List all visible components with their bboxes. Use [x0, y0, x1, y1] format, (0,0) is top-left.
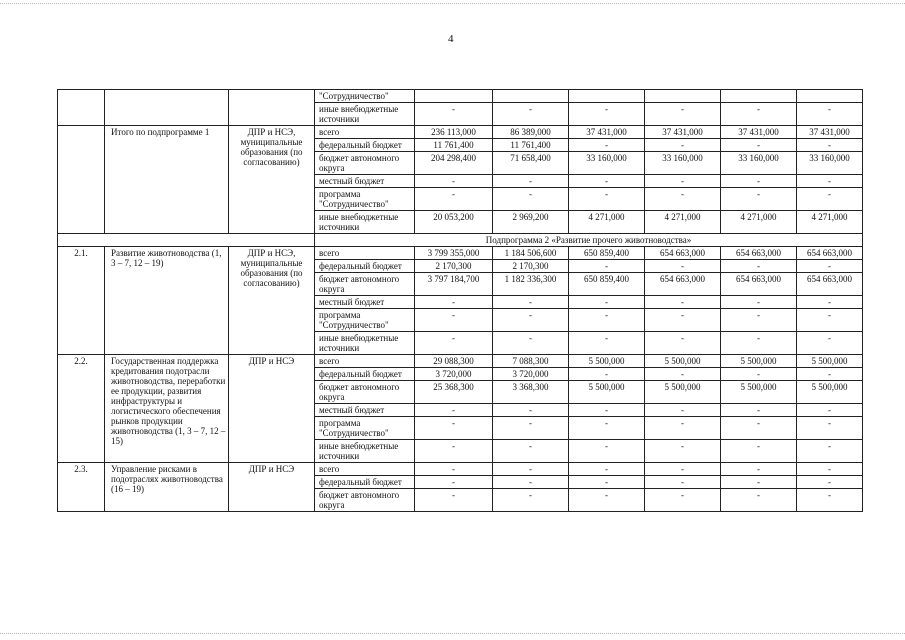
amount-cell: - [415, 476, 493, 489]
amount-cell: - [645, 463, 721, 476]
amount-cell: - [721, 309, 797, 332]
amount-cell: - [569, 260, 645, 273]
amount-cell: - [721, 404, 797, 417]
amount-cell: 37 431,000 [645, 126, 721, 139]
table-row [58, 126, 863, 139]
amount-cell: 4 271,000 [569, 211, 645, 234]
amount-cell: - [645, 309, 721, 332]
amount-cell: - [569, 296, 645, 309]
amount-cell: - [797, 417, 863, 440]
amount-cell: - [415, 489, 493, 512]
amount-cell: - [721, 103, 797, 126]
amount-cell: - [797, 332, 863, 355]
amount-cell: 5 500,000 [645, 355, 721, 368]
funding-source: федеральный бюджет [315, 368, 415, 381]
amount-cell: 654 663,000 [645, 247, 721, 260]
amount-cell: 4 271,000 [721, 211, 797, 234]
amount-cell [797, 90, 863, 103]
row-executor: ДПР и НСЭ [229, 463, 315, 512]
amount-cell [415, 90, 493, 103]
amount-cell: 2 969,200 [493, 211, 569, 234]
amount-cell: - [645, 175, 721, 188]
amount-cell: 33 160,000 [645, 152, 721, 175]
row-name: Управление рисками в подотраслях животноводства (16 – 19) [105, 463, 229, 512]
amount-cell: 37 431,000 [569, 126, 645, 139]
amount-cell: - [797, 368, 863, 381]
amount-cell: 25 368,300 [415, 381, 493, 404]
amount-cell: - [721, 368, 797, 381]
amount-cell: - [569, 175, 645, 188]
amount-cell: - [645, 103, 721, 126]
amount-cell: - [493, 417, 569, 440]
amount-cell: 5 500,000 [645, 381, 721, 404]
table-body [58, 90, 863, 512]
funding-source: иные внебюджетные источники [315, 211, 415, 234]
page-number: 4 [448, 33, 454, 45]
funding-source: иные внебюджетные источники [315, 332, 415, 355]
amount-cell: 5 500,000 [569, 355, 645, 368]
amount-cell: 71 658,400 [493, 152, 569, 175]
amount-cell: 37 431,000 [797, 126, 863, 139]
amount-cell: 204 298,400 [415, 152, 493, 175]
amount-cell: 11 761,400 [415, 139, 493, 152]
amount-cell: 86 389,000 [493, 126, 569, 139]
amount-cell: - [797, 103, 863, 126]
amount-cell: - [797, 260, 863, 273]
funding-source: местный бюджет [315, 175, 415, 188]
amount-cell: - [569, 188, 645, 211]
amount-cell: 5 500,000 [797, 355, 863, 368]
amount-cell: - [721, 489, 797, 512]
row-executor: ДПР и НСЭ [229, 355, 315, 463]
amount-cell: 236 113,000 [415, 126, 493, 139]
amount-cell: - [415, 417, 493, 440]
amount-cell: - [645, 417, 721, 440]
amount-cell: - [721, 332, 797, 355]
funding-source: всего [315, 126, 415, 139]
amount-cell: 29 088,300 [415, 355, 493, 368]
amount-cell: 3 368,300 [493, 381, 569, 404]
table-row [58, 247, 863, 260]
amount-cell: - [415, 463, 493, 476]
funding-source: всего [315, 463, 415, 476]
amount-cell: 2 170,300 [493, 260, 569, 273]
amount-cell: - [721, 476, 797, 489]
amount-cell: 654 663,000 [797, 247, 863, 260]
amount-cell: - [415, 175, 493, 188]
row-index [58, 90, 105, 126]
funding-source: всего [315, 355, 415, 368]
row-executor: ДПР и НСЭ, муниципальные образования (по согласованию) [229, 247, 315, 355]
funding-source: "Сотрудничество" [315, 90, 415, 103]
row-index: 2.1. [58, 247, 105, 355]
amount-cell: - [415, 103, 493, 126]
amount-cell: - [797, 476, 863, 489]
funding-source: местный бюджет [315, 296, 415, 309]
amount-cell: - [797, 489, 863, 512]
amount-cell: 654 663,000 [645, 273, 721, 296]
amount-cell: - [797, 309, 863, 332]
amount-cell: 5 500,000 [721, 355, 797, 368]
amount-cell: - [493, 103, 569, 126]
amount-cell: - [797, 175, 863, 188]
amount-cell: - [569, 476, 645, 489]
amount-cell: - [569, 489, 645, 512]
table-row [58, 355, 863, 368]
amount-cell: - [415, 296, 493, 309]
funding-source: программа "Сотрудничество" [315, 309, 415, 332]
amount-cell: 650 859,400 [569, 273, 645, 296]
amount-cell: - [721, 417, 797, 440]
amount-cell: 37 431,000 [721, 126, 797, 139]
amount-cell: - [721, 175, 797, 188]
amount-cell: - [797, 440, 863, 463]
amount-cell: 5 500,000 [569, 381, 645, 404]
amount-cell: 33 160,000 [721, 152, 797, 175]
amount-cell: 5 500,000 [797, 381, 863, 404]
funding-source: иные внебюджетные источники [315, 103, 415, 126]
amount-cell: - [797, 463, 863, 476]
amount-cell: - [569, 440, 645, 463]
amount-cell: 3 720,000 [415, 368, 493, 381]
amount-cell: - [569, 404, 645, 417]
amount-cell [569, 90, 645, 103]
amount-cell: - [797, 296, 863, 309]
scan-edge-top [0, 3, 905, 4]
amount-cell: - [721, 188, 797, 211]
amount-cell: - [645, 260, 721, 273]
funding-source: федеральный бюджет [315, 260, 415, 273]
amount-cell: - [645, 489, 721, 512]
amount-cell: - [797, 404, 863, 417]
amount-cell: 4 271,000 [797, 211, 863, 234]
amount-cell: 33 160,000 [569, 152, 645, 175]
row-index [58, 126, 105, 234]
row-name: Государственная поддержка кредитования подотрасли животноводства, переработки ее продукции, развития инфраструктуры и логистического обеспечения рынков продукции животноводства (1, 3 – 7, 12 – 15) [105, 355, 229, 463]
table-row [58, 90, 863, 103]
amount-cell: - [569, 139, 645, 152]
amount-cell: - [493, 476, 569, 489]
row-index: 2.2. [58, 355, 105, 463]
amount-cell: - [493, 188, 569, 211]
amount-cell: - [645, 368, 721, 381]
amount-cell: 650 859,400 [569, 247, 645, 260]
amount-cell: - [569, 463, 645, 476]
amount-cell: - [797, 139, 863, 152]
amount-cell: - [493, 309, 569, 332]
amount-cell: - [493, 296, 569, 309]
funding-source: всего [315, 247, 415, 260]
amount-cell: - [415, 188, 493, 211]
row-name: Итого по подпрограмме 1 [105, 126, 229, 234]
row-name [105, 90, 229, 126]
amount-cell: 3 797 184,700 [415, 273, 493, 296]
amount-cell: - [493, 175, 569, 188]
amount-cell: - [645, 476, 721, 489]
amount-cell: - [645, 296, 721, 309]
amount-cell: - [797, 188, 863, 211]
amount-cell: 3 720,000 [493, 368, 569, 381]
amount-cell: - [493, 463, 569, 476]
amount-cell: 654 663,000 [721, 273, 797, 296]
amount-cell: - [415, 332, 493, 355]
section-spacer [58, 234, 315, 247]
amount-cell: 1 184 506,600 [493, 247, 569, 260]
funding-source: программа "Сотрудничество" [315, 417, 415, 440]
funding-source: федеральный бюджет [315, 139, 415, 152]
amount-cell: 654 663,000 [797, 273, 863, 296]
amount-cell: 654 663,000 [721, 247, 797, 260]
amount-cell [721, 90, 797, 103]
amount-cell: 5 500,000 [721, 381, 797, 404]
amount-cell: - [415, 440, 493, 463]
amount-cell: - [721, 463, 797, 476]
amount-cell: - [721, 440, 797, 463]
amount-cell: - [645, 332, 721, 355]
funding-source: бюджет автономного округа [315, 273, 415, 296]
amount-cell: - [645, 188, 721, 211]
amount-cell: - [721, 260, 797, 273]
row-executor: ДПР и НСЭ, муниципальные образования (по согласованию) [229, 126, 315, 234]
amount-cell: 7 088,300 [493, 355, 569, 368]
budget-table [57, 89, 863, 512]
amount-cell: - [569, 332, 645, 355]
funding-source: бюджет автономного округа [315, 381, 415, 404]
amount-cell: - [645, 139, 721, 152]
amount-cell: - [493, 440, 569, 463]
amount-cell: 4 271,000 [645, 211, 721, 234]
amount-cell: 3 799 355,000 [415, 247, 493, 260]
amount-cell: - [569, 309, 645, 332]
amount-cell: - [569, 368, 645, 381]
amount-cell: - [415, 404, 493, 417]
section-title: Подпрограмма 2 «Развитие прочего животноводства» [315, 234, 863, 247]
row-name: Развитие животноводства (1, 3 – 7, 12 – 19) [105, 247, 229, 355]
amount-cell: - [493, 489, 569, 512]
amount-cell: - [493, 404, 569, 417]
amount-cell [645, 90, 721, 103]
amount-cell: 2 170,300 [415, 260, 493, 273]
amount-cell: - [569, 103, 645, 126]
amount-cell: 1 182 336,300 [493, 273, 569, 296]
amount-cell: 11 761,400 [493, 139, 569, 152]
amount-cell: - [645, 440, 721, 463]
amount-cell [493, 90, 569, 103]
table-row [58, 463, 863, 476]
funding-source: программа "Сотрудничество" [315, 188, 415, 211]
funding-source: бюджет автономного округа [315, 152, 415, 175]
amount-cell: - [645, 404, 721, 417]
amount-cell: - [721, 296, 797, 309]
amount-cell: - [493, 332, 569, 355]
funding-source: федеральный бюджет [315, 476, 415, 489]
scan-edge-bottom [0, 633, 905, 634]
row-executor [229, 90, 315, 126]
amount-cell: - [569, 417, 645, 440]
section-row [58, 234, 863, 247]
row-index: 2.3. [58, 463, 105, 512]
amount-cell: 20 053,200 [415, 211, 493, 234]
amount-cell: - [415, 309, 493, 332]
amount-cell: 33 160,000 [797, 152, 863, 175]
amount-cell: - [721, 139, 797, 152]
funding-source: иные внебюджетные источники [315, 440, 415, 463]
funding-source: бюджет автономного округа [315, 489, 415, 512]
funding-source: местный бюджет [315, 404, 415, 417]
